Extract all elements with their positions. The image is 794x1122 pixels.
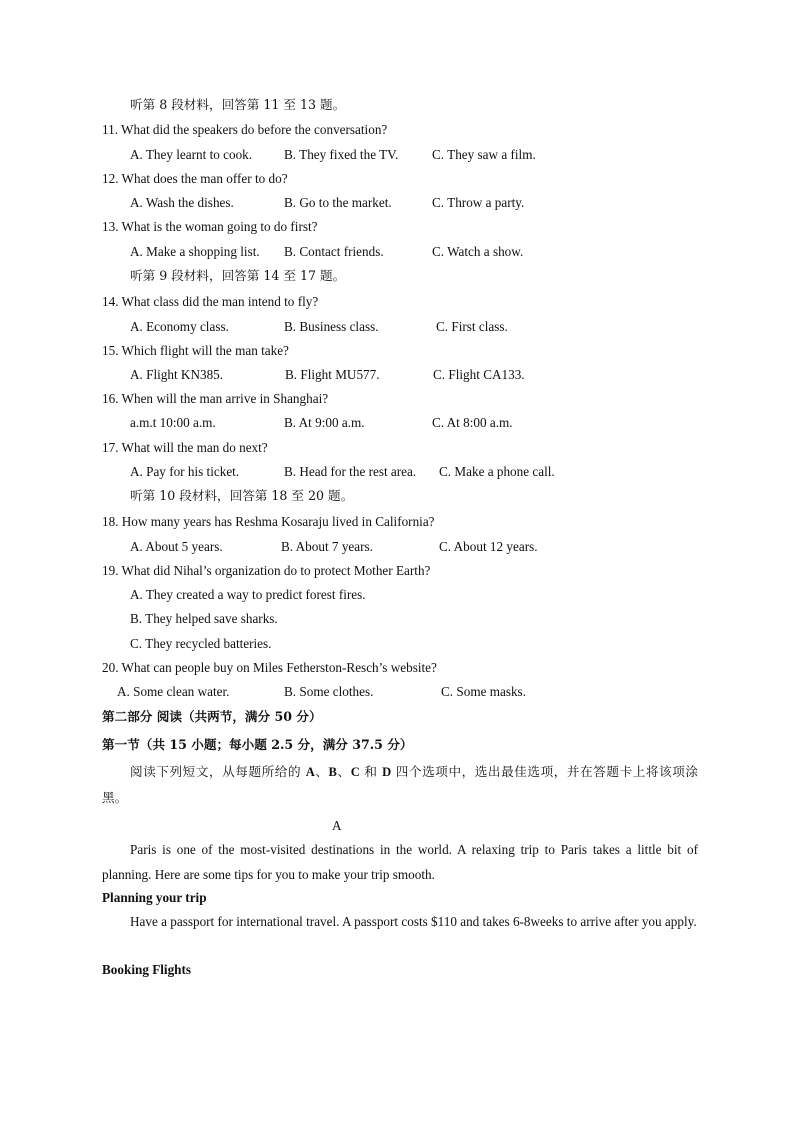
question-12: 12. What does the man offer to do? bbox=[102, 171, 288, 186]
q11-option-b: B. They fixed the TV. bbox=[284, 147, 399, 162]
instr-letter-d: D bbox=[382, 765, 392, 779]
question-15: 15. Which flight will the man take? bbox=[102, 343, 289, 358]
q13-option-b: B. Contact friends. bbox=[284, 244, 384, 259]
question-13: 13. What is the woman going to do first? bbox=[102, 219, 318, 234]
q18-option-c: C. About 12 years. bbox=[439, 539, 538, 554]
instr-text-2: 四个选项中，选出最佳选项，并在答题卡上将该项涂黑。 bbox=[102, 764, 698, 805]
q19-option-c: C. They recycled batteries. bbox=[130, 636, 272, 651]
q14-option-c: C. First class. bbox=[436, 319, 508, 334]
q13-option-c: C. Watch a show. bbox=[432, 244, 524, 259]
question-19: 19. What did Nihal’s organization do to protect Mother Earth? bbox=[102, 563, 431, 578]
q18-option-a: A. About 5 years. bbox=[130, 539, 223, 554]
q16-option-b: B. At 9:00 a.m. bbox=[284, 415, 365, 430]
passage-paragraph-1: Paris is one of the most-visited destinations in the world. A relaxing trip to Paris takes a little bit of planning. Here are some tips for you to make your trip smooth. bbox=[102, 842, 698, 882]
q19-option-b: B. They helped save sharks. bbox=[130, 611, 278, 626]
question-16: 16. When will the man arrive in Shanghai? bbox=[102, 391, 329, 406]
passage-label: A bbox=[332, 818, 342, 833]
q18-option-b: B. About 7 years. bbox=[281, 539, 373, 554]
q20-option-b: B. Some clothes. bbox=[284, 684, 374, 699]
q17-option-b: B. Head for the rest area. bbox=[284, 464, 417, 479]
q20-option-c: C. Some masks. bbox=[441, 684, 526, 699]
q14-option-a: A. Economy class. bbox=[130, 319, 229, 334]
q12-option-a: A. Wash the dishes. bbox=[130, 195, 234, 210]
q11-option-a: A. They learnt to cook. bbox=[130, 147, 253, 162]
q12-option-c: C. Throw a party. bbox=[432, 195, 525, 210]
instr-and: 和 bbox=[359, 764, 383, 779]
instr-sep-2: 、 bbox=[336, 764, 351, 779]
question-14: 14. What class did the man intend to fly? bbox=[102, 294, 319, 309]
question-17: 17. What will the man do next? bbox=[102, 440, 268, 455]
q20-option-a: A. Some clean water. bbox=[117, 684, 230, 699]
part-2-heading: 第二部分 阅读（共两节，满分 50 分） bbox=[102, 709, 322, 724]
question-20: 20. What can people buy on Miles Fetherston-Resch’s website? bbox=[102, 660, 437, 675]
heading-planning-your-trip: Planning your trip bbox=[102, 890, 207, 905]
q19-option-a: A. They created a way to predict forest fires. bbox=[130, 587, 366, 602]
q16-option-a: a.m.t 10:00 a.m. bbox=[130, 415, 216, 430]
reading-instructions bbox=[102, 759, 698, 811]
material-10-instruction: 听第 10 段材料，回答第 18 至 20 题。 bbox=[130, 488, 354, 503]
q17-option-a: A. Pay for his ticket. bbox=[130, 464, 240, 479]
heading-booking-flights: Booking Flights bbox=[102, 962, 192, 977]
q15-option-c: C. Flight CA133. bbox=[433, 367, 525, 382]
q16-option-c: C. At 8:00 a.m. bbox=[432, 415, 513, 430]
instr-text-1: 阅读下列短文，从每题所给的 bbox=[130, 764, 306, 779]
instr-letter-a: A bbox=[305, 765, 315, 779]
q15-option-a: A. Flight KN385. bbox=[130, 367, 224, 382]
q15-option-b: B. Flight MU577. bbox=[285, 367, 380, 382]
instr-letter-c: C bbox=[350, 765, 360, 779]
q12-option-b: B. Go to the market. bbox=[284, 195, 392, 210]
q11-option-c: C. They saw a film. bbox=[432, 147, 536, 162]
q14-option-b: B. Business class. bbox=[284, 319, 379, 334]
question-18: 18. How many years has Reshma Kosaraju lived in California? bbox=[102, 514, 435, 529]
material-9-instruction: 听第 9 段材料，回答第 14 至 17 题。 bbox=[130, 268, 346, 283]
q17-option-c: C. Make a phone call. bbox=[439, 464, 555, 479]
q13-option-a: A. Make a shopping list. bbox=[130, 244, 260, 259]
instr-sep-1: 、 bbox=[314, 764, 329, 779]
material-8-instruction: 听第 8 段材料，回答第 11 至 13 题。 bbox=[130, 97, 346, 112]
section-1-heading: 第一节（共 15 小题；每小题 2.5 分，满分 37.5 分） bbox=[102, 737, 413, 752]
question-11: 11. What did the speakers do before the conversation? bbox=[102, 122, 388, 137]
instr-letter-b: B bbox=[328, 765, 337, 779]
passage-paragraph-2: Have a passport for international travel. A passport costs $110 and takes 6-8weeks to arrive after you apply. bbox=[130, 914, 697, 929]
